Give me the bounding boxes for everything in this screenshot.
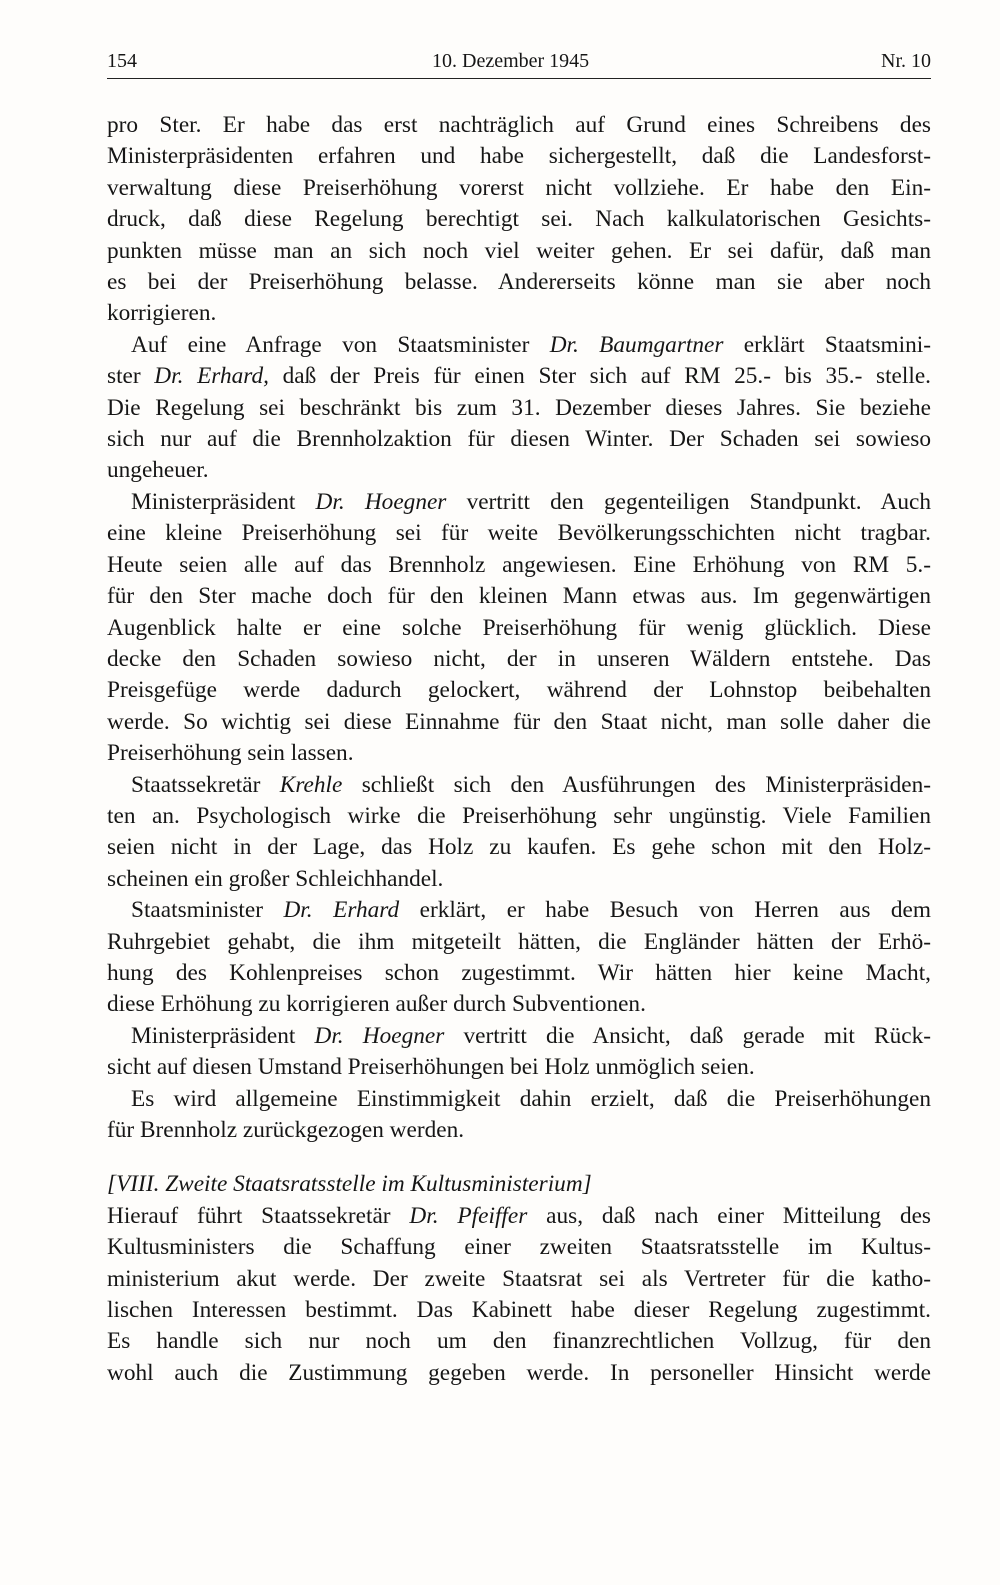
text-line: sicht auf diesen Umstand Preiserhöhungen bei Holz unmöglich seien. xyxy=(107,1054,755,1081)
text-line: Es handle sich nur noch um den finanzrechtlichen Vollzug, für den xyxy=(107,1328,931,1355)
issue-number: Nr. 10 xyxy=(881,50,931,72)
section-heading-text: [VIII. Zweite Staatsratsstelle im Kultusministerium] xyxy=(107,1171,592,1198)
text-line: Die Regelung sei beschränkt bis zum 31. Dezember dieses Jahres. Sie beziehe xyxy=(107,394,931,421)
text-line: Ministerpräsident Dr. Hoegner vertritt die Ansicht, daß gerade mit Rück- xyxy=(131,1022,931,1049)
text-line: Ruhrgebiet gehabt, die ihm mitgeteilt hätten, die Engländer hätten der Erhö- xyxy=(107,928,931,955)
person-name: Krehle xyxy=(279,771,343,798)
text-line: eine kleine Preiserhöhung sei für weite Bevölkerungsschichten nicht tragbar. xyxy=(107,520,931,547)
text-line: lischen Interessen bestimmt. Das Kabinett habe dieser Regelung zugestimmt. xyxy=(107,1297,931,1324)
paragraph xyxy=(107,1084,931,1147)
text-line: hung des Kohlenpreises schon zugestimmt. Wir hätten hier keine Macht, xyxy=(107,959,931,986)
text-line: decke den Schaden sowieso nicht, der in unseren Wäldern entstehe. Das xyxy=(107,645,931,672)
text-line: für den Ster mache doch für den kleinen Mann etwas aus. Im gegenwärtigen xyxy=(107,583,931,610)
body-text xyxy=(107,110,931,1389)
section-heading xyxy=(107,1169,931,1200)
section-spacer xyxy=(107,1146,931,1169)
paragraph xyxy=(107,487,931,770)
text-line: Auf eine Anfrage von Staatsminister Dr. Baumgartner erklärt Staatsmini- xyxy=(131,331,932,358)
paragraph xyxy=(107,330,931,487)
text-line: Heute seien alle auf das Brennholz angewiesen. Eine Erhöhung von RM 5.- xyxy=(107,551,931,578)
text-line: Staatssekretär Krehle schließt sich den Ausführungen des Ministerpräsiden- xyxy=(131,771,931,798)
text-line: druck, daß diese Regelung berechtigt sei. Nach kalkulatorischen Gesichts- xyxy=(107,206,931,233)
text-line: verwaltung diese Preiserhöhung vorerst nicht vollziehe. Er habe den Ein- xyxy=(107,174,931,201)
text-line: diese Erhöhung zu korrigieren außer durch Subventionen. xyxy=(107,991,646,1018)
text-line: sich nur auf die Brennholzaktion für diesen Winter. Der Schaden sei sowieso xyxy=(107,426,931,453)
text-line: Augenblick halte er eine solche Preiserhöhung für wenig glücklich. Diese xyxy=(107,614,931,641)
text-line: ministerium akut werde. Der zweite Staatsrat sei als Vertreter für die katho- xyxy=(107,1265,931,1292)
text-line: Staatsminister Dr. Erhard erklärt, er habe Besuch von Herren aus dem xyxy=(131,897,931,924)
text-line: Preiserhöhung sein lassen. xyxy=(107,740,354,767)
page-number: 154 xyxy=(107,50,137,72)
paragraph xyxy=(107,110,931,330)
text-line: Preisgefüge werde dadurch gelockert, während der Lohnstop beibehalten xyxy=(107,677,931,704)
text-line: ster Dr. Erhard, daß der Preis für einen Ster sich auf RM 25.- bis 35.- stelle. xyxy=(107,363,931,390)
text-line: punkten müsse man an sich noch viel weiter gehen. Er sei dafür, daß man xyxy=(107,237,931,264)
text-line: Es wird allgemeine Einstimmigkeit dahin erzielt, daß die Preiserhöhungen xyxy=(131,1085,931,1112)
running-header xyxy=(107,46,931,76)
text-line: pro Ster. Er habe das erst nachträglich auf Grund eines Schreibens des xyxy=(107,112,931,138)
text-line: werde. So wichtig sei diese Einnahme für den Staat nicht, man solle daher die xyxy=(107,708,931,735)
paragraph xyxy=(107,1021,931,1084)
text-line: seien nicht in der Lage, das Holz zu kaufen. Es gehe schon mit den Holz- xyxy=(107,834,931,861)
paragraph xyxy=(107,770,931,896)
person-name: Dr. Hoegner xyxy=(315,488,447,515)
text-line: für Brennholz zurückgezogen werden. xyxy=(107,1117,465,1143)
person-name: Dr. Pfeiffer xyxy=(409,1202,528,1229)
text-line: Ministerpräsidenten erfahren und habe sichergestellt, daß die Landesforst- xyxy=(107,143,931,170)
person-name: Dr. Erhard xyxy=(283,897,400,924)
text-line: scheinen ein großer Schleichhandel. xyxy=(107,865,444,892)
text-line: wohl auch die Zustimmung gegeben werde. In personeller Hinsicht werde xyxy=(107,1359,931,1386)
person-name: Dr. Hoegner xyxy=(314,1022,445,1049)
header-date: 10. Dezember 1945 xyxy=(432,50,590,72)
text-line: korrigieren. xyxy=(107,300,217,327)
text-line: ungeheuer. xyxy=(107,457,209,484)
text-line: Ministerpräsident Dr. Hoegner vertritt den gegenteiligen Standpunkt. Auch xyxy=(131,488,931,515)
person-name: Dr. Baumgartner xyxy=(549,331,724,358)
header-rule xyxy=(107,78,931,79)
paragraph xyxy=(107,1201,931,1389)
paragraph xyxy=(107,895,931,1021)
person-name: Dr. Erhard, xyxy=(154,363,269,390)
text-line: es bei der Preiserhöhung belasse. Andererseits könne man sie aber noch xyxy=(107,269,931,296)
text-line: ten an. Psychologisch wirke die Preiserhöhung sehr ungünstig. Viele Familien xyxy=(107,802,931,829)
text-line: Hierauf führt Staatssekretär Dr. Pfeiffer aus, daß nach einer Mitteilung des xyxy=(107,1202,931,1229)
text-line: Kultusministers die Schaffung einer zweiten Staatsratsstelle im Kultus- xyxy=(107,1234,931,1261)
